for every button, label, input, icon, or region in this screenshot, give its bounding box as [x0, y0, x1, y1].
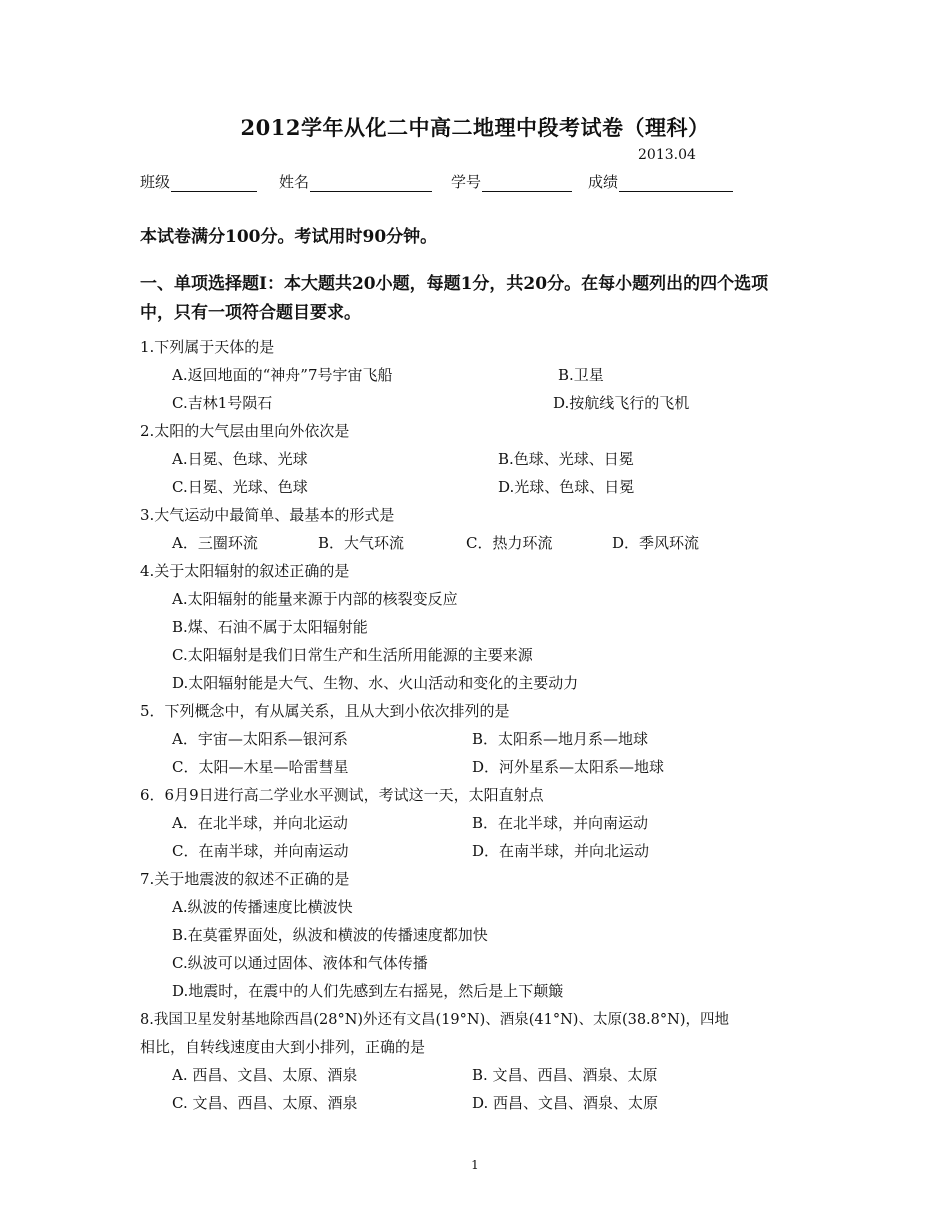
- exam-intro: 本试卷满分100分。考试用时90分钟。: [140, 227, 438, 247]
- page-number: 1: [471, 1158, 479, 1172]
- page-title: 2012学年从化二中高二地理中段考试卷（理科）: [240, 115, 710, 140]
- score-label: 成绩: [588, 173, 619, 191]
- student-id-label: 学号: [451, 173, 482, 191]
- student-id-blank[interactable]: [482, 176, 572, 192]
- question-5-stem: 5．下列概念中，有从属关系，且从大到小依次排列的是: [140, 702, 510, 720]
- question-3-option-d[interactable]: D．季风环流: [612, 534, 700, 552]
- score-blank[interactable]: [619, 176, 733, 192]
- question-6-option-b[interactable]: B．在北半球，并向南运动: [472, 814, 649, 832]
- question-5-option-c[interactable]: C．太阳—木星—哈雷彗星: [172, 758, 349, 776]
- question-6-stem: 6．6月9日进行高二学业水平测试，考试这一天，太阳直射点: [140, 786, 544, 804]
- question-2-option-d[interactable]: D.光球、色球、日冕: [498, 478, 635, 496]
- question-6-option-a[interactable]: A．在北半球，并向北运动: [172, 814, 348, 832]
- question-7-option-a[interactable]: A.纵波的传播速度比横波快: [172, 898, 353, 916]
- question-8-option-c[interactable]: C. 文昌、西昌、太原、酒泉: [172, 1094, 358, 1112]
- class-blank[interactable]: [171, 176, 257, 192]
- question-5-option-d[interactable]: D．河外星系—太阳系—地球: [472, 758, 665, 776]
- question-4-stem: 4.关于太阳辐射的叙述正确的是: [140, 562, 350, 580]
- question-3-option-a[interactable]: A．三圈环流: [172, 534, 258, 552]
- question-4-option-c[interactable]: C.太阳辐射是我们日常生产和生活所用能源的主要来源: [172, 646, 533, 664]
- question-8-option-b[interactable]: B. 文昌、西昌、酒泉、太原: [472, 1066, 658, 1084]
- name-blank[interactable]: [310, 176, 432, 192]
- question-2-option-c[interactable]: C.日冕、光球、色球: [172, 478, 308, 496]
- score-field: [588, 171, 733, 192]
- question-1-option-a[interactable]: A.返回地面的“神舟”7号宇宙飞船: [172, 366, 393, 384]
- question-7-option-b[interactable]: B.在莫霍界面处，纵波和横波的传播速度都加快: [172, 926, 488, 944]
- question-8-option-a[interactable]: A. 西昌、文昌、太原、酒泉: [172, 1066, 358, 1084]
- class-label: 班级: [140, 173, 171, 191]
- section-heading: [140, 270, 830, 328]
- question-1-stem: 1.下列属于天体的是: [140, 338, 275, 356]
- class-field: [140, 171, 257, 192]
- question-4-option-b[interactable]: B.煤、石油不属于太阳辐射能: [172, 618, 368, 636]
- question-3-option-b[interactable]: B．大气环流: [318, 534, 405, 552]
- question-4-option-a[interactable]: A.太阳辐射的能量来源于内部的核裂变反应: [172, 590, 458, 608]
- question-7-option-d[interactable]: D.地震时，在震中的人们先感到左右摇晃，然后是上下颠簸: [172, 982, 564, 1000]
- name-field: [279, 171, 432, 192]
- section-heading-line-1: 一、单项选择题Ⅰ：本大题共20小题，每题1分，共20分。在每小题列出的四个选项: [140, 274, 769, 294]
- question-2-stem: 2.太阳的大气层由里向外依次是: [140, 422, 350, 440]
- question-1-option-b[interactable]: B.卫星: [558, 366, 604, 384]
- question-7-stem: 7.关于地震波的叙述不正确的是: [140, 870, 350, 888]
- question-1-option-d[interactable]: D.按航线飞行的飞机: [553, 394, 690, 412]
- question-5-option-a[interactable]: A．宇宙—太阳系—银河系: [172, 730, 348, 748]
- student-id-field: [451, 171, 572, 192]
- question-6-option-c[interactable]: C．在南半球，并向南运动: [172, 842, 349, 860]
- question-8-stem-continued: 相比，自转线速度由大到小排列，正确的是: [140, 1038, 426, 1056]
- question-3-stem: 3.大气运动中最简单、最基本的形式是: [140, 506, 395, 524]
- question-2-option-b[interactable]: B.色球、光球、日冕: [498, 450, 634, 468]
- question-6-option-d[interactable]: D．在南半球，并向北运动: [472, 842, 650, 860]
- section-heading-line-2: 中，只有一项符合题目要求。: [140, 303, 361, 323]
- question-3-option-c[interactable]: C．热力环流: [466, 534, 553, 552]
- question-8-stem: 8.我国卫星发射基地除西昌(28°N)外还有文昌(19°N)、酒泉(41°N)、太原(38.8°N)，四地: [140, 1012, 729, 1028]
- question-5-option-b[interactable]: B．太阳系—地月系—地球: [472, 730, 649, 748]
- exam-date: 2013.04: [638, 147, 696, 163]
- question-2-option-a[interactable]: A.日冕、色球、光球: [172, 450, 308, 468]
- question-4-option-d[interactable]: D.太阳辐射能是大气、生物、水、火山活动和变化的主要动力: [172, 674, 579, 692]
- question-1-option-c[interactable]: C.吉林1号陨石: [172, 394, 273, 412]
- question-7-option-c[interactable]: C.纵波可以通过固体、液体和气体传播: [172, 954, 428, 972]
- question-8-option-d[interactable]: D. 西昌、文昌、酒泉、太原: [472, 1094, 659, 1112]
- name-label: 姓名: [279, 173, 310, 191]
